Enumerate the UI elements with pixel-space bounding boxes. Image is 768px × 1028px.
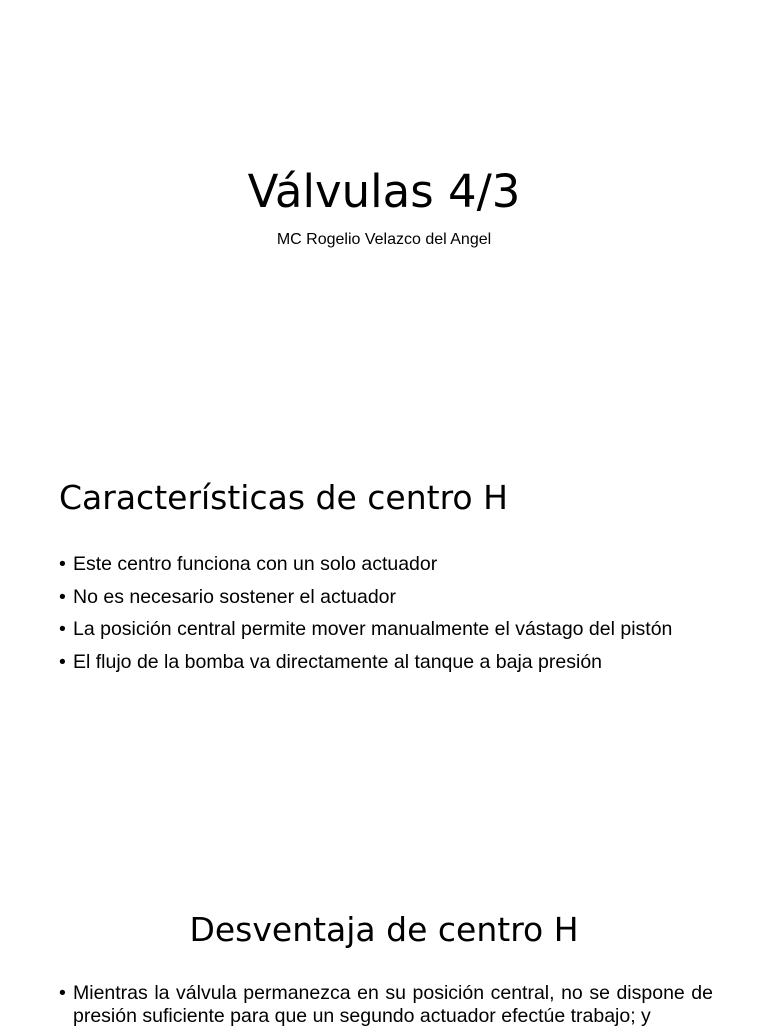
bullet-list xyxy=(59,982,713,1028)
bullet-icon: • xyxy=(59,650,66,673)
list-item-text: La posición central permite mover manualmente el vástago del pistón xyxy=(73,618,673,640)
list-item xyxy=(59,613,729,646)
characteristics-slide xyxy=(0,470,768,800)
list-item-text: No es necesario sostener el actuador xyxy=(73,585,397,608)
bullet-icon: • xyxy=(59,618,66,640)
presentation-subtitle: MC Rogelio Velazco del Angel xyxy=(276,231,492,248)
list-item xyxy=(59,581,729,614)
list-item-text: Mientras la válvula permanezca en su posición central, no se dispone de presión suficiente para que un segundo actuador efectúe trabajo; y xyxy=(73,982,713,1027)
list-item xyxy=(59,982,713,1028)
bullet-icon: • xyxy=(59,553,66,575)
bullet-list xyxy=(59,548,729,678)
bullet-icon: • xyxy=(59,982,66,1004)
list-item-text: Este centro funciona con un solo actuador xyxy=(73,553,438,575)
presentation-title: Válvulas 4/3 xyxy=(247,165,521,218)
title-slide xyxy=(0,0,768,420)
list-item xyxy=(59,646,729,679)
list-item-text: El flujo de la bomba va directamente al tanque a baja presión xyxy=(73,650,603,673)
list-item xyxy=(59,548,729,581)
slide-title: Características de centro H xyxy=(59,478,508,517)
disadvantage-slide xyxy=(0,900,768,1027)
slide-title: Desventaja de centro H xyxy=(189,910,579,949)
bullet-icon: • xyxy=(59,585,66,608)
